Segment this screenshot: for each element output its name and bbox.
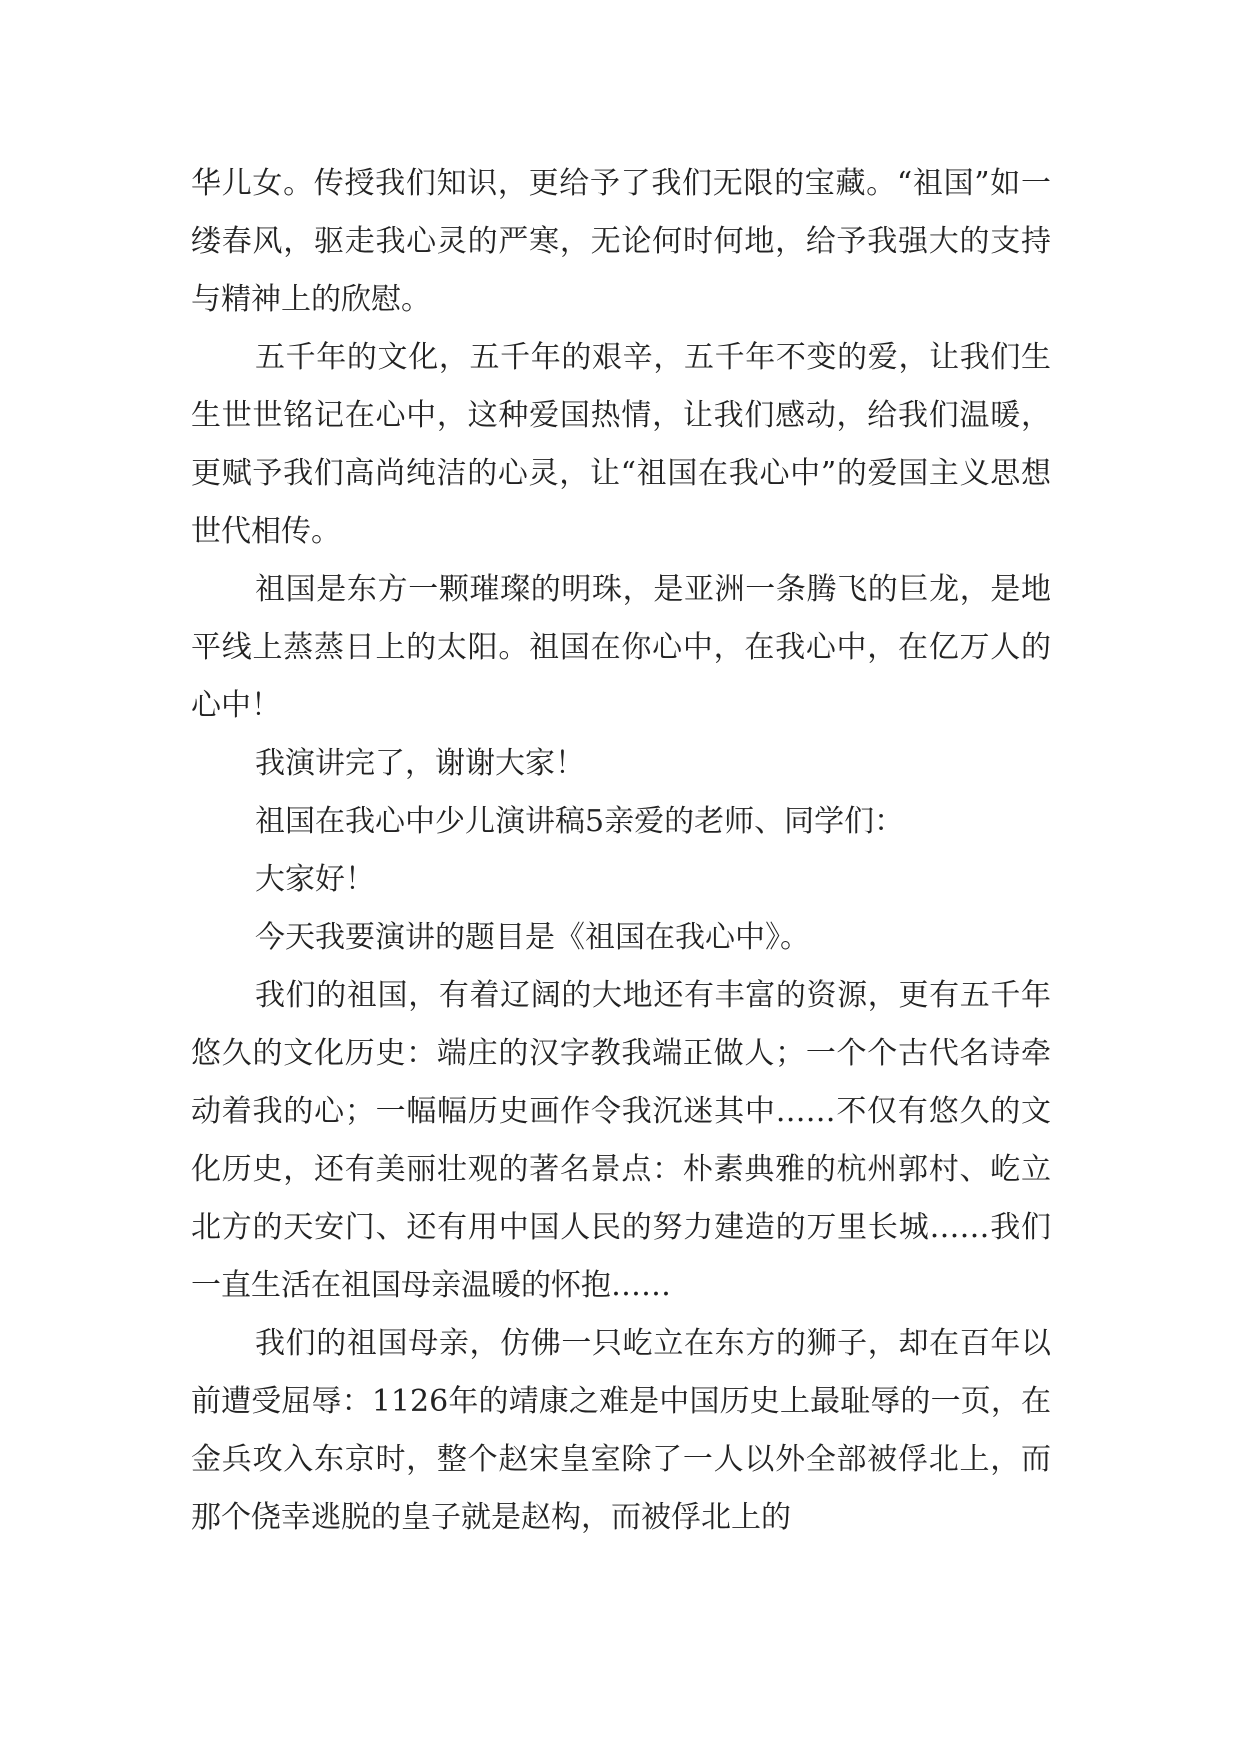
paragraph: 我们的祖国母亲，仿佛一只屹立在东方的狮子，却在百年以前遭受屈辱：1126年的靖康之难是中国历史上最耻辱的一页，在金兵攻入东京时，整个赵宋皇室除了一人以外全部被俘北上，而那个侥幸逃脱的皇子就是赵构，而被俘北上的 (191, 1326, 1051, 1535)
paragraph: 五千年的文化，五千年的艰辛，五千年不变的爱，让我们生生世世铭记在心中，这种爱国热情，让我们感动，给我们温暖，更赋予我们高尚纯洁的心灵，让“祖国在我心中”的爱国主义思想世代相传。 (191, 340, 1051, 549)
paragraph: 华儿女。传授我们知识，更给予了我们无限的宝藏。“祖国”如一缕春风，驱走我心灵的严寒，无论何时何地，给予我强大的支持与精神上的欣慰。 (191, 166, 1051, 317)
paragraph: 祖国在我心中少儿演讲稿5亲爱的老师、同学们： (255, 804, 905, 839)
paragraph: 祖国是东方一颗璀璨的明珠，是亚洲一条腾飞的巨龙，是地平线上蒸蒸日上的太阳。祖国在你心中，在我心中，在亿万人的心中！ (191, 572, 1051, 723)
paragraph: 我演讲完了，谢谢大家！ (255, 746, 585, 781)
document-body (191, 155, 1051, 1547)
paragraph: 我们的祖国，有着辽阔的大地还有丰富的资源，更有五千年悠久的文化历史：端庄的汉字教我端正做人；一个个古代名诗牵动着我的心；一幅幅历史画作令我沉迷其中……不仅有悠久的文化历史，还有美丽壮观的著名景点：朴素典雅的杭州郭村、屹立北方的天安门、还有用中国人民的努力建造的万里长城……我们一直生活在祖国母亲温暖的怀抱…… (191, 978, 1051, 1303)
paragraph: 今天我要演讲的题目是《祖国在我心中》。 (255, 920, 810, 955)
paragraph: 大家好！ (255, 862, 375, 897)
